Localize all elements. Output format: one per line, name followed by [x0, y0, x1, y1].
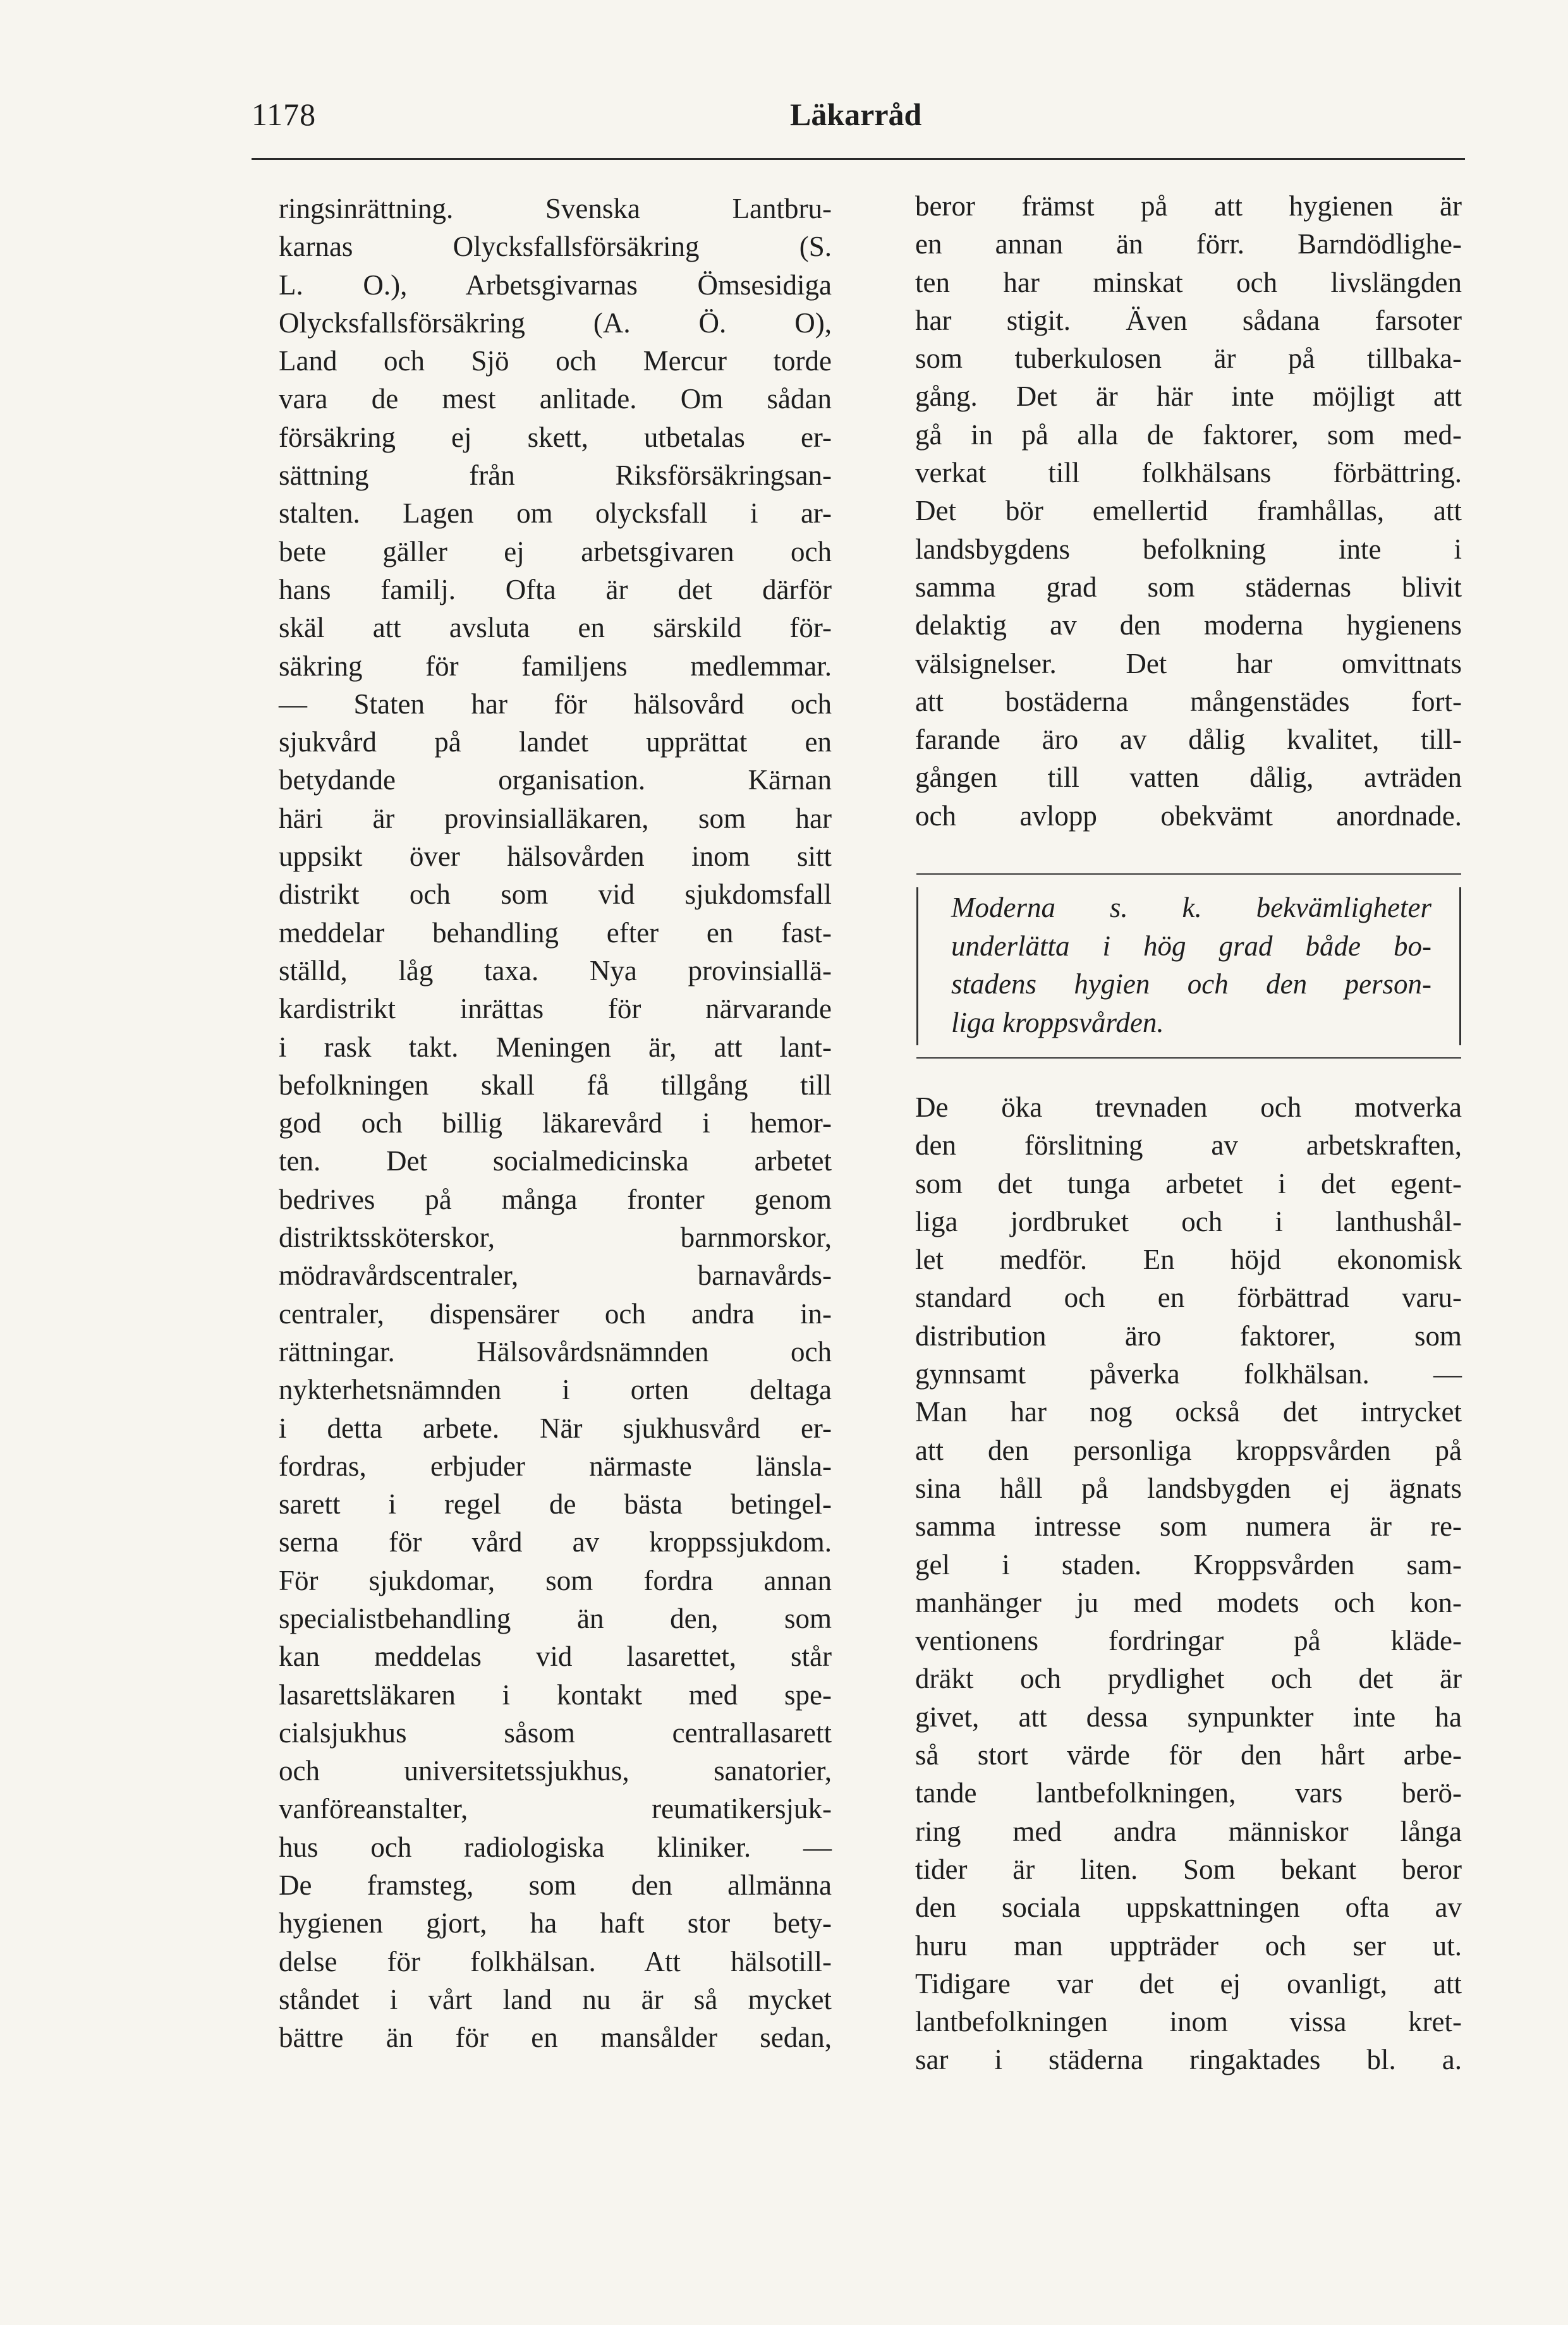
text-line: let medför. En höjd ekonomisk [915, 1244, 1462, 1276]
text-line: i rask takt. Meningen är, att lant- [279, 1031, 832, 1063]
text-line: verkat till folkhälsans förbättring. [915, 457, 1462, 489]
text-line: betydande organisation. Kärnan [279, 764, 832, 796]
text-line: serna för vård av kroppssjukdom. [279, 1526, 832, 1558]
text-line: ventionens fordringar på kläde- [915, 1625, 1462, 1657]
text-line: rättningar. Hälsovårdsnämnden och [279, 1335, 832, 1368]
text-line: vanföreanstalter, reumatikersjuk- [279, 1793, 832, 1825]
text-line: sina håll på landsbygden ej ägnats [915, 1472, 1462, 1504]
text-line: att den personliga kroppsvården på [915, 1434, 1462, 1466]
text-line: specialistbehandling än den, som [279, 1602, 832, 1634]
text-line: nykterhetsnämnden i orten deltaga [279, 1374, 832, 1406]
text-line: De öka trevnaden och motverka [915, 1091, 1462, 1123]
text-line: ringsinrättning. Svenska Lantbru- [279, 193, 832, 224]
page-number: 1178 [252, 97, 317, 132]
pull-quote-left-bar [916, 887, 918, 1045]
text-line: Tidigare var det ej ovanligt, att [915, 1967, 1462, 2000]
text-line: stadens hygien och den person- [951, 968, 1431, 1000]
text-line: sättning från Riksförsäkringsan- [279, 459, 832, 492]
text-line: standard och en förbättrad varu- [915, 1282, 1462, 1314]
text-line: säkring för familjens medlemmar. [279, 650, 832, 682]
text-line: Moderna s. k. bekvämligheter [951, 892, 1431, 923]
text-line: sjukvård på landet upprättat en [279, 726, 832, 758]
text-line: L. O.), Arbetsgivarnas Ömsesidiga [279, 269, 832, 301]
text-line: gå in på alla de faktorer, som med- [915, 418, 1462, 451]
right-column-bottom [915, 1088, 1462, 2079]
text-line: vara de mest anlitade. Om sådan [279, 383, 832, 415]
text-line: hus och radiologiska kliniker. — [279, 1831, 832, 1863]
text-line: tider är liten. Som bekant beror [915, 1853, 1462, 1885]
text-line: ställd, låg taxa. Nya provinsiallä- [279, 954, 832, 986]
text-line: ståndet i vårt land nu är så mycket [279, 1983, 832, 2015]
text-line: samma grad som städernas blivit [915, 571, 1462, 603]
text-line: god och billig läkarevård i hemor- [279, 1107, 832, 1139]
text-line: välsignelser. Det har omvittnats [915, 647, 1462, 679]
text-line: För sjukdomar, som fordra annan [279, 1564, 832, 1596]
text-line: givet, att dessa synpunkter inte ha [915, 1701, 1462, 1733]
text-line: lasarettsläkaren i kontakt med spe- [279, 1678, 832, 1711]
text-line: kan meddelas vid lasarettet, står [279, 1641, 832, 1673]
text-line: försäkring ej skett, utbetalas er- [279, 421, 832, 453]
text-line: distribution äro faktorer, som [915, 1320, 1462, 1352]
text-line: häri är provinsialläkaren, som har [279, 802, 832, 834]
text-line: bättre än för en mansålder sedan, [279, 2022, 832, 2054]
text-line: manhänger ju med modets och kon- [915, 1586, 1462, 1618]
text-line: tande lantbefolkningen, vars berö- [915, 1777, 1462, 1809]
text-line: har stigit. Även sådana farsoter [915, 304, 1462, 336]
text-line: bedrives på många fronter genom [279, 1183, 832, 1215]
pull-quote-text [951, 889, 1431, 1041]
text-line: ten har minskat och livslängden [915, 266, 1462, 298]
text-line: gång. Det är här inte möjligt att [915, 380, 1462, 413]
text-line: den sociala uppskattningen ofta av [915, 1891, 1462, 1924]
running-header-title: Läkarråd [790, 97, 922, 132]
text-line: som tuberkulosen är på tillbaka- [915, 343, 1462, 375]
text-line: kardistrikt inrättas för närvarande [279, 993, 832, 1025]
text-line: hans familj. Ofta är det därför [279, 573, 832, 605]
text-line: gången till vatten dålig, avträden [915, 762, 1462, 794]
text-line: — Staten har för hälsovård och [279, 688, 832, 720]
text-line: lantbefolkningen inom vissa kret- [915, 2006, 1462, 2038]
text-line: distrikt och som vid sjukdomsfall [279, 878, 832, 911]
text-line: att bostäderna mångenstädes fort- [915, 685, 1462, 717]
text-line: underlätta i hög grad både bo- [951, 930, 1431, 962]
pull-quote-right-bar [1459, 887, 1461, 1045]
text-line: liga jordbruket och i lanthushål- [915, 1205, 1462, 1237]
text-line: beror främst på att hygienen är [915, 190, 1462, 222]
text-line: befolkningen skall få tillgång till [279, 1069, 832, 1101]
text-line: Land och Sjö och Mercur torde [279, 345, 832, 377]
text-line: i detta arbete. När sjukhusvård er- [279, 1412, 832, 1444]
text-line: och universitetssjukhus, sanatorier, [279, 1755, 832, 1787]
text-line: en annan än förr. Barndödlighe- [915, 228, 1462, 260]
text-line: delaktig av den moderna hygienens [915, 609, 1462, 641]
text-line: Olycksfallsförsäkring (A. Ö. O), [279, 307, 832, 339]
text-line: gynnsamt påverka folkhälsan. — [915, 1358, 1462, 1390]
text-line: ten. Det socialmedicinska arbetet [279, 1145, 832, 1177]
text-line: hygienen gjort, ha haft stor bety- [279, 1907, 832, 1940]
text-line: mödravårdscentraler, barnavårds- [279, 1260, 832, 1292]
text-line: karnas Olycksfallsförsäkring (S. [279, 231, 832, 263]
text-line: stalten. Lagen om olycksfall i ar- [279, 497, 832, 530]
text-line: sar i städerna ringaktades bl. a. [915, 2044, 1462, 2076]
text-line: bete gäller ej arbetsgivaren och [279, 535, 832, 568]
text-line: så stort värde för den hårt arbe- [915, 1739, 1462, 1771]
right-column-top [915, 187, 1462, 835]
text-line: Det bör emellertid framhållas, att [915, 495, 1462, 527]
text-line: distriktssköterskor, barnmorskor, [279, 1222, 832, 1254]
text-line: delse för folkhälsan. Att hälsotill- [279, 1945, 832, 1977]
text-line: De framsteg, som den allmänna [279, 1869, 832, 1902]
text-line: uppsikt över hälsovården inom sitt [279, 841, 832, 873]
text-line: den förslitning av arbetskraften, [915, 1129, 1462, 1162]
text-line: liga kroppsvården. [951, 1006, 1164, 1038]
text-line: samma intresse som numera är re- [915, 1510, 1462, 1543]
text-line: sarett i regel de bästa betingel- [279, 1488, 832, 1521]
text-line: cialsjukhus såsom centrallasarett [279, 1716, 832, 1749]
text-line: Man har nog också det intrycket [915, 1396, 1462, 1428]
text-line: huru man uppträder och ser ut. [915, 1929, 1462, 1962]
pull-quote-box [916, 873, 1461, 1059]
text-line: gel i staden. Kroppsvården sam- [915, 1548, 1462, 1581]
text-line: fordras, erbjuder närmaste länsla- [279, 1450, 832, 1482]
text-line: och avlopp obekvämt anordnade. [915, 799, 1462, 832]
text-line: dräkt och prydlighet och det är [915, 1663, 1462, 1695]
text-line: farande äro av dålig kvalitet, till- [915, 724, 1462, 756]
text-line: centraler, dispensärer och andra in- [279, 1297, 832, 1330]
text-line: landsbygdens befolkning inte i [915, 533, 1462, 565]
left-column [279, 190, 832, 2057]
text-line: meddelar behandling efter en fast- [279, 916, 832, 949]
text-line: ring med andra människor långa [915, 1815, 1462, 1847]
text-line: skäl att avsluta en särskild för- [279, 612, 832, 644]
text-line: som det tunga arbetet i det egent- [915, 1167, 1462, 1199]
header-rule [252, 158, 1465, 160]
